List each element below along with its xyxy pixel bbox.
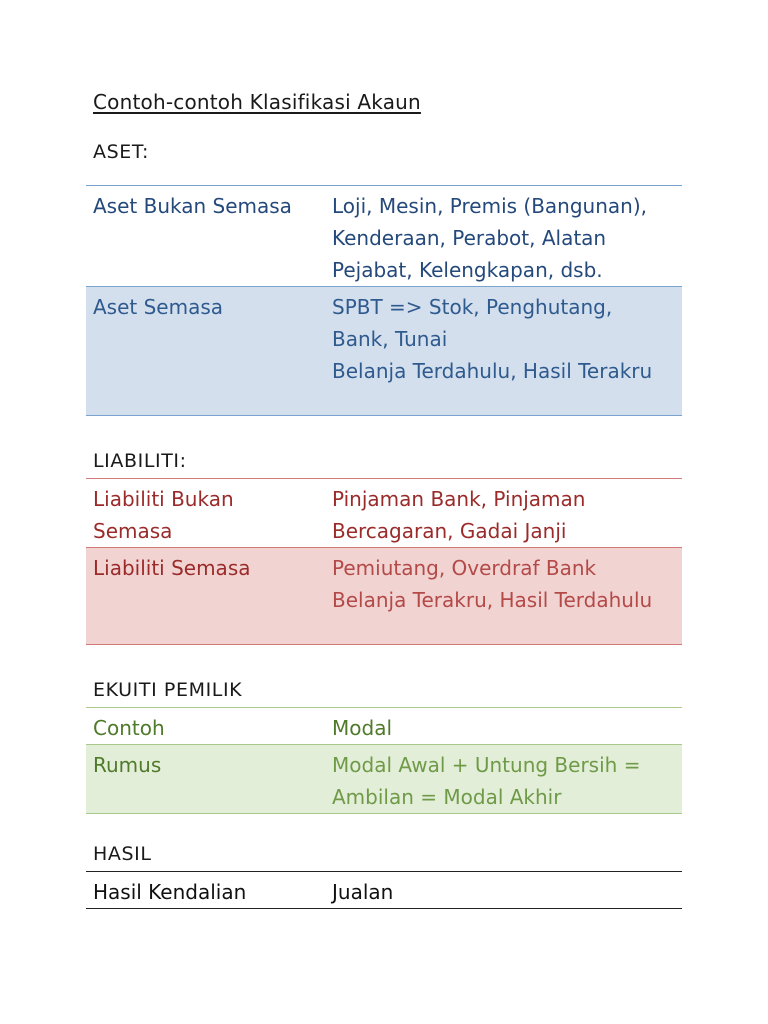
hasil-kendalian-label: Hasil Kendalian bbox=[86, 872, 325, 909]
aset-bukan-semasa-value: Loji, Mesin, Premis (Bangunan), Kenderaan, Perabot, Alatan Pejabat, Kelengkapan, dsb. bbox=[325, 186, 682, 287]
aset-heading: ASET: bbox=[93, 141, 149, 163]
liabiliti-semasa-value: Pemiutang, Overdraf Bank Belanja Terakru, Hasil Terdahulu bbox=[325, 548, 682, 645]
table-row bbox=[86, 186, 682, 287]
aset-semasa-value: SPBT => Stok, Penghutang, Bank, Tunai Belanja Terdahulu, Hasil Terakru bbox=[325, 287, 682, 416]
ekuiti-contoh-value: Modal bbox=[325, 708, 682, 745]
liabiliti-bukan-semasa-label: Liabiliti Bukan Semasa bbox=[86, 479, 325, 548]
ekuiti-heading: EKUITI PEMILIK bbox=[93, 679, 243, 701]
table-row bbox=[86, 548, 682, 645]
hasil-kendalian-value: Jualan bbox=[325, 872, 682, 909]
liabiliti-semasa-label: Liabiliti Semasa bbox=[86, 548, 325, 645]
liabiliti-bukan-semasa-value: Pinjaman Bank, Pinjaman Bercagaran, Gadai Janji bbox=[325, 479, 682, 548]
aset-semasa-label: Aset Semasa bbox=[86, 287, 325, 416]
liabiliti-heading: LIABILITI: bbox=[93, 450, 187, 472]
table-row bbox=[86, 479, 682, 548]
hasil-table bbox=[86, 871, 682, 909]
ekuiti-contoh-label: Contoh bbox=[86, 708, 325, 745]
table-row bbox=[86, 872, 682, 909]
table-row bbox=[86, 708, 682, 745]
table-row bbox=[86, 287, 682, 416]
ekuiti-rumus-label: Rumus bbox=[86, 745, 325, 814]
liabiliti-table bbox=[86, 478, 682, 645]
ekuiti-rumus-value: Modal Awal + Untung Bersih = Ambilan = Modal Akhir bbox=[325, 745, 682, 814]
hasil-heading: HASIL bbox=[93, 843, 152, 865]
page-title: Contoh-contoh Klasifikasi Akaun bbox=[93, 90, 421, 114]
aset-table bbox=[86, 185, 682, 416]
ekuiti-table bbox=[86, 707, 682, 814]
aset-bukan-semasa-label: Aset Bukan Semasa bbox=[86, 186, 325, 287]
table-row bbox=[86, 745, 682, 814]
